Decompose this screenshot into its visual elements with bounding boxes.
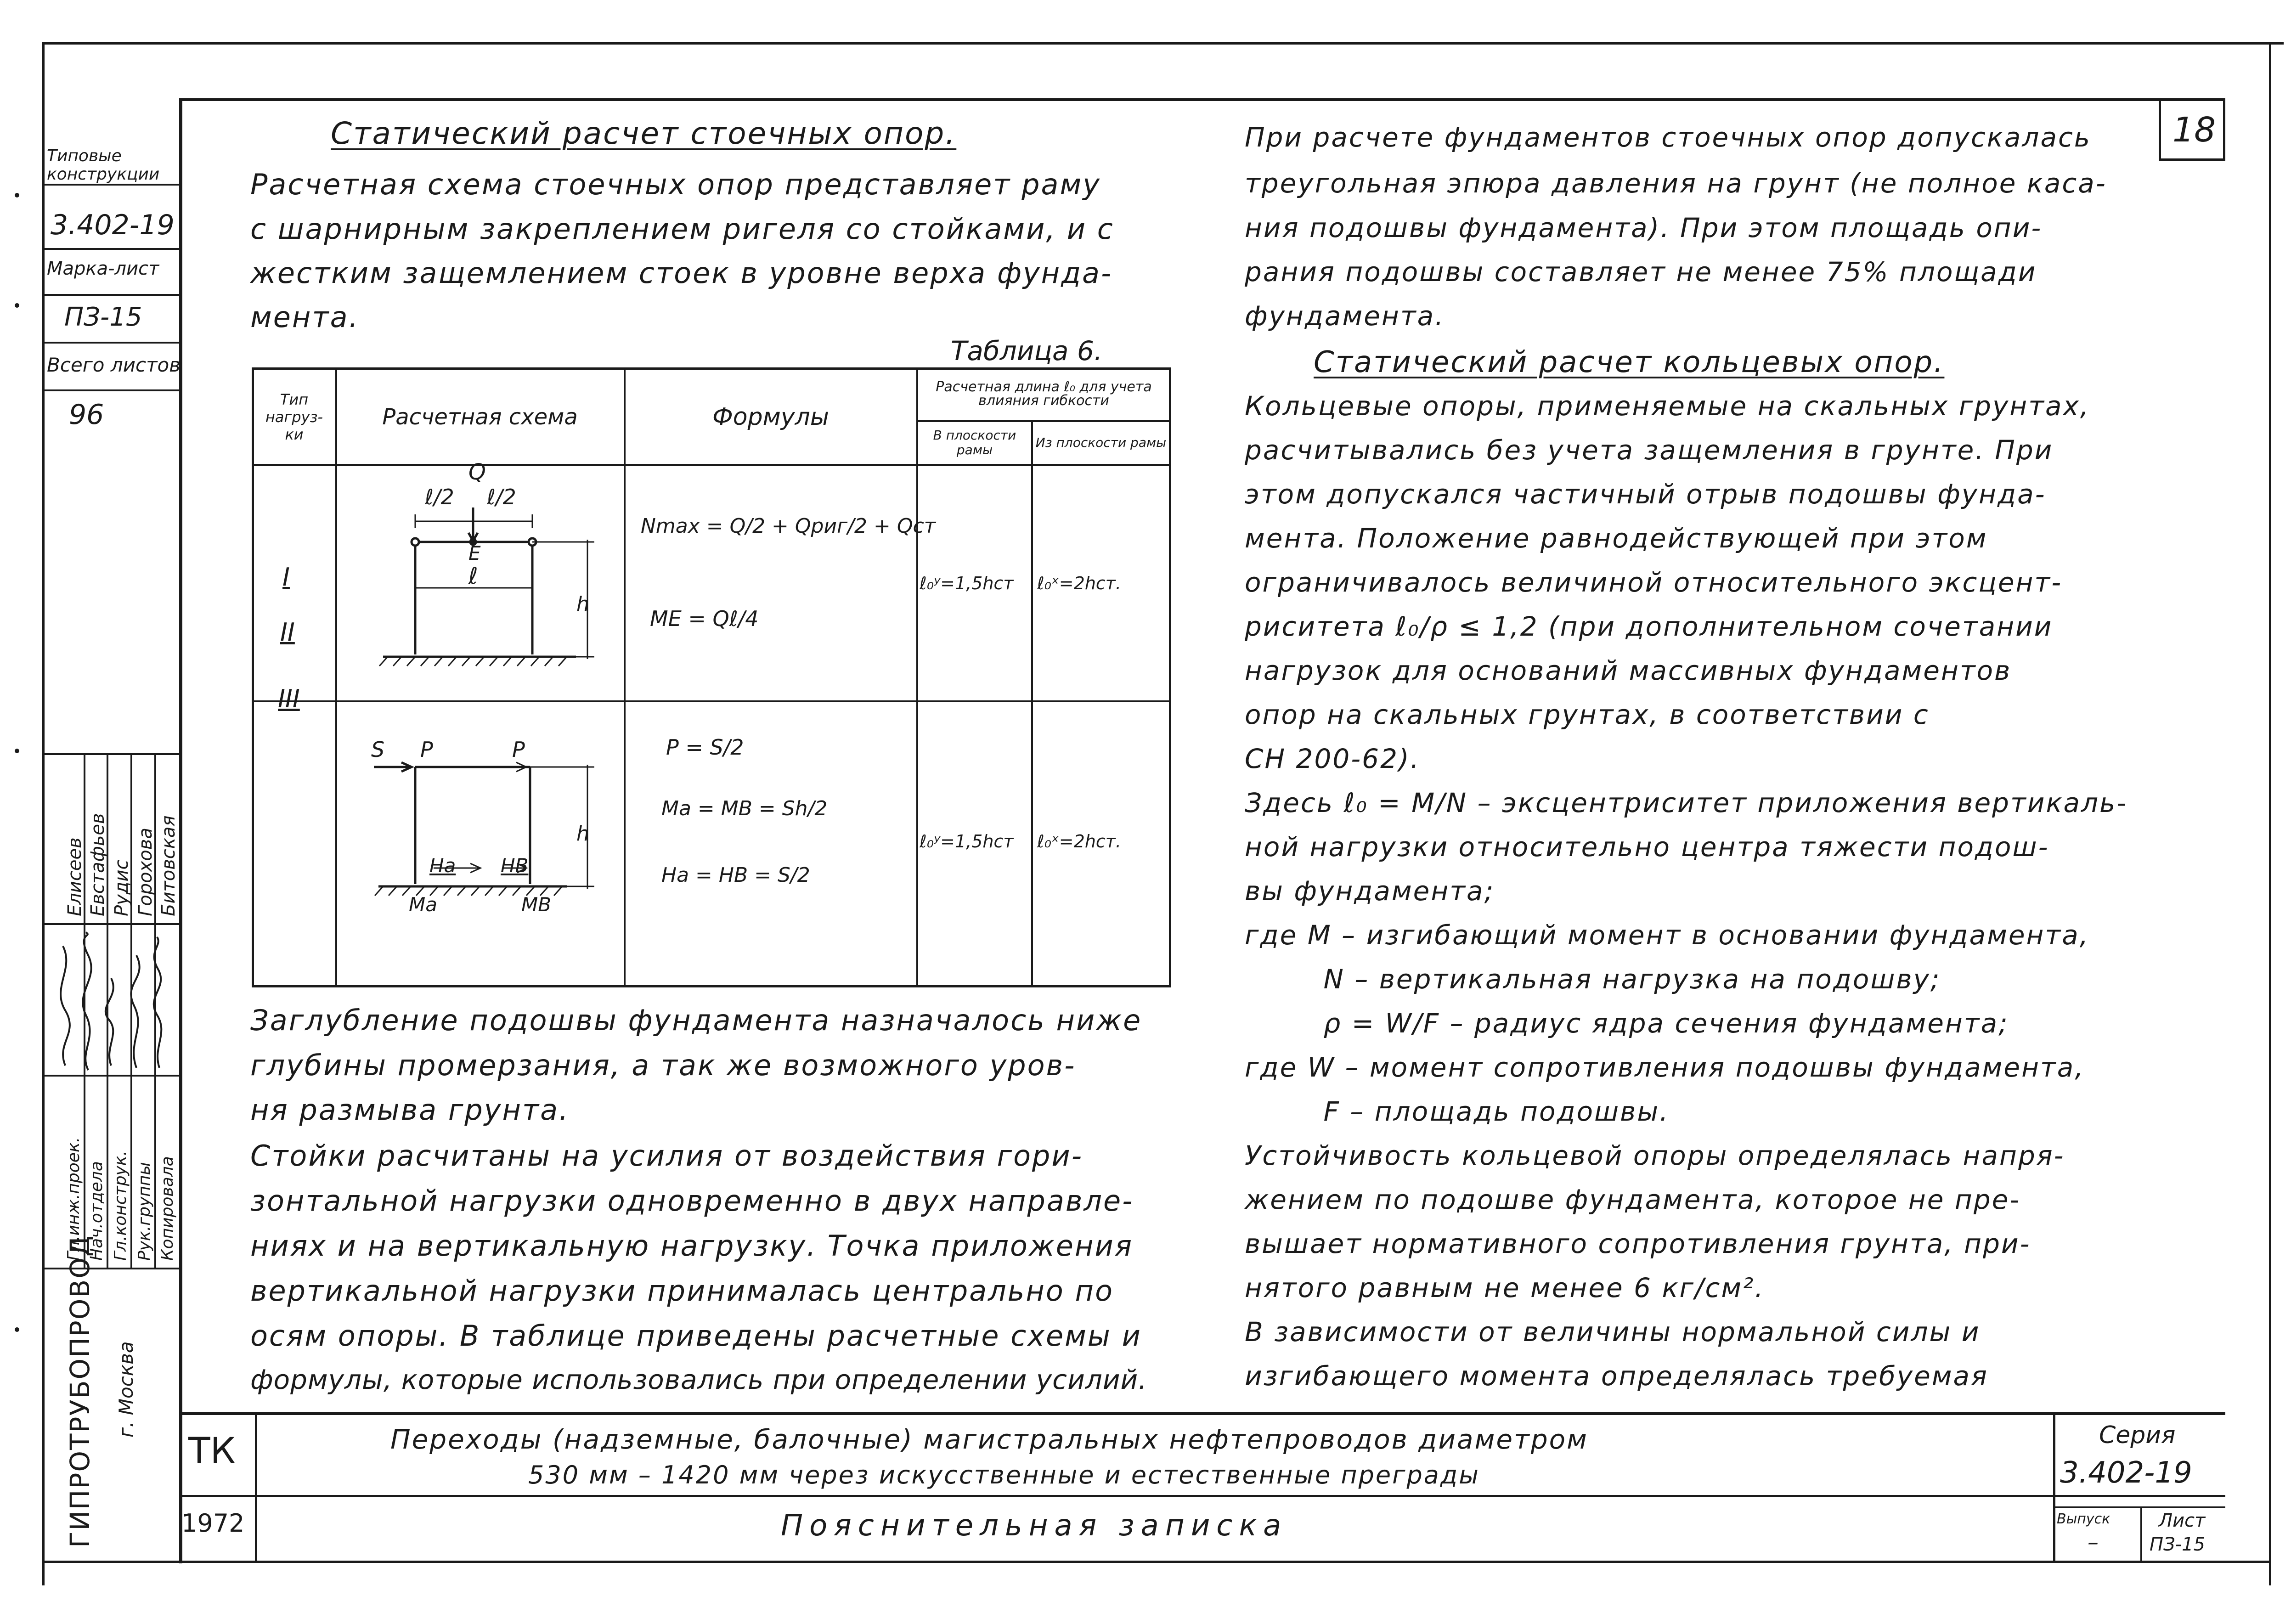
th-scheme: Расчетная схема (382, 404, 578, 430)
name-5: Битовская (158, 815, 179, 916)
issue-label: Выпуск (2057, 1511, 2110, 1527)
issue-value: – (2088, 1529, 2099, 1555)
punch-dot (15, 303, 19, 308)
fig1-h: h (576, 592, 589, 616)
mark-label: Марка-лист (47, 258, 159, 279)
punch-dot (15, 193, 19, 197)
fig1-l: ℓ (468, 563, 478, 589)
role-5: Копировала (158, 1156, 177, 1261)
year: 1972 (181, 1509, 245, 1538)
left-para1-line4: мента. (250, 300, 360, 334)
r1-formula-1: Nmax = Q/2 + Qриг/2 + Qст (641, 514, 936, 538)
name-1: Елисеев (64, 837, 85, 916)
r2-formula-1: P = S/2 (666, 735, 744, 760)
left-para1-line1: Расчетная схема стоечных опор представляет раму (250, 168, 1101, 201)
role-4: Рук.группы (135, 1162, 154, 1261)
type-2: II (280, 618, 295, 647)
th-in-plane: В плоскости рамы (933, 428, 1016, 457)
r1-length-out: ℓ₀ˣ=2hст. (1037, 573, 1122, 593)
mark-value: ПЗ-15 (64, 302, 142, 332)
frame-bottom (42, 1561, 2270, 1563)
r2-formula-2: Ma = MB = Sh/2 (661, 797, 828, 820)
name-3: Рудис (111, 859, 132, 916)
doc-name: Пояснительная записка (781, 1509, 1288, 1543)
fig2-hb: HB (501, 854, 529, 877)
fig2-p1: P (420, 737, 433, 762)
fig2-s: S (371, 737, 385, 762)
fig2-mb: MB (521, 893, 552, 916)
org-name: ГИПРОТРУБОПРОВОД (64, 1235, 96, 1548)
project-title-1: Переходы (надземные, балочные) магистральных нефтепроводов диаметром (390, 1424, 1588, 1455)
sheet-value: ПЗ-15 (2150, 1534, 2206, 1555)
typical-label: Типовые конструкции (47, 147, 160, 184)
tk-label: ТК (188, 1431, 236, 1472)
content-top (179, 98, 2223, 101)
frame-left-inner (179, 98, 182, 1563)
th-length: Расчетная длина ℓ₀ для учета влияния гибкости (936, 379, 1152, 409)
r1-length-in: ℓ₀ʸ=1,5hст (920, 573, 1014, 593)
left-para2-line8: осям опоры. В таблице приведены расчетные схемы и (250, 1319, 1142, 1353)
th-formulas: Формулы (712, 403, 829, 431)
r1-formula-2: ME = Qℓ/4 (650, 606, 759, 631)
fig2-ha: Ha (429, 854, 456, 877)
right-title: Статический расчет кольцевых опор. (1314, 345, 1945, 379)
type-3: III (278, 684, 300, 713)
sheet-label: Лист (2159, 1510, 2206, 1531)
series-label: Серия (2099, 1421, 2176, 1449)
series-value: 3.402-19 (51, 209, 175, 241)
role-2: Нач.отдела (87, 1161, 106, 1261)
sheet-number: 18 (2172, 110, 2216, 150)
left-para2-line9: формулы, которые использовались при определении усилий. (250, 1364, 1147, 1395)
fig2-h: h (576, 822, 589, 846)
role-1: Гл.инж.проек. (64, 1137, 83, 1261)
fig1-l2a: ℓ/2 (425, 485, 454, 509)
frame-top (42, 42, 2284, 45)
name-2: Евстафьев (87, 813, 108, 916)
total-label: Всего листов (47, 354, 181, 376)
signatures-scribble (42, 928, 180, 1075)
left-para1-line3: жестким защемлением стоек в уровне верха фунда- (250, 256, 1113, 290)
table-caption: Таблица 6. (951, 335, 1103, 367)
left-para2-line5: зонтальной нагрузки одновременно в двух направле- (250, 1184, 1134, 1218)
frame-left-outer (42, 42, 45, 1585)
fig1-l2b: ℓ/2 (487, 485, 516, 509)
left-para2-line6: ниях и на вертикальную нагрузку. Точка приложения (250, 1229, 1134, 1263)
r2-length-in: ℓ₀ʸ=1,5hст (920, 831, 1014, 851)
role-3: Гл.конструк. (111, 1150, 130, 1261)
total-value: 96 (69, 399, 104, 431)
fig1-e: E (468, 542, 481, 564)
project-title-2: 530 мм – 1420 мм через искусственные и естественные преграды (528, 1460, 1480, 1489)
name-4: Горохова (135, 828, 156, 916)
th-type: Тип нагруз- ки (265, 391, 323, 443)
left-para2-line3: ня размыва грунта. (250, 1093, 570, 1127)
r2-length-out: ℓ₀ˣ=2hст. (1037, 831, 1122, 851)
punch-dot (15, 1327, 19, 1332)
left-para2-line4: Стойки расчитаны на усилия от воздействия гори- (250, 1139, 1083, 1173)
left-para2-line2: глубины промерзания, а так же возможного уров- (250, 1049, 1076, 1082)
r2-formula-3: Ha = HB = S/2 (661, 863, 810, 887)
series-value: 3.402-19 (2060, 1456, 2192, 1490)
th-out-plane: Из плоскости рамы (1035, 435, 1167, 450)
fig2-ma: Ma (409, 893, 437, 916)
fig2-p2: P (512, 737, 525, 762)
fig1-q: Q (468, 459, 486, 485)
scheme-frame-1 (337, 464, 622, 700)
punch-dot (15, 749, 19, 753)
left-para1-line2: с шарнирным закреплением ригеля со стойками, и с (250, 212, 1114, 246)
left-para2-line1: Заглубление подошвы фундамента назначалось ниже (250, 1004, 1142, 1037)
frame-right (2269, 42, 2271, 1585)
left-para2-line7: вертикальной нагрузки принималась центрально по (250, 1274, 1114, 1308)
org-city: г. Москва (115, 1341, 137, 1438)
type-1: I (282, 563, 290, 592)
left-title: Статический расчет стоечных опор. (331, 116, 957, 151)
